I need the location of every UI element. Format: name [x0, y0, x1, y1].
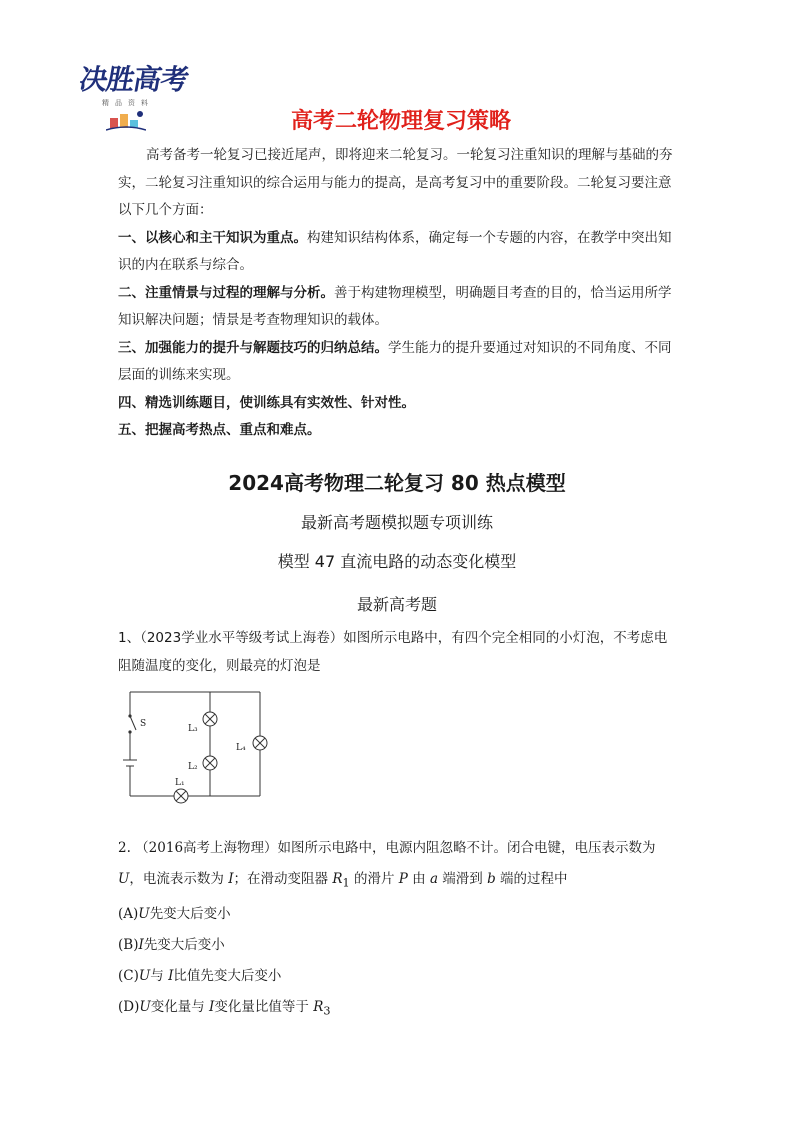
label-l4: L₄ — [236, 743, 246, 753]
main-title: 高考二轮物理复习策略 — [290, 109, 511, 134]
option-text: 比值先变大后变小 — [173, 967, 282, 984]
option-text: 变化量比值等于 — [214, 998, 314, 1015]
var-u: U — [118, 871, 130, 887]
text-seg: 端的过程中 — [495, 871, 568, 887]
option-label: (A) — [118, 905, 139, 922]
var-u: U — [138, 905, 150, 922]
section-title: 最新高考题 — [356, 595, 437, 614]
text-seg: ；在滑动变阻器 — [233, 871, 333, 887]
question-1-text: 1、（2023学业水平等级考试上海卷）如图所示电路中，有四个完全相同的小灯泡，不考虑电阻随温度的变化，则最亮的灯泡是 — [118, 630, 668, 674]
circuit-diagram — [118, 686, 278, 808]
label-l1: L₁ — [175, 778, 185, 788]
strategy-item-1-heading: 一、以核心和主干知识为重点。 — [118, 229, 307, 246]
intro-section — [118, 142, 678, 445]
subscript: 1 — [342, 876, 350, 890]
question-2-text-line-2 — [118, 864, 688, 899]
strategy-item-3 — [118, 335, 678, 390]
strategy-item-3-text: 学生能力的提升要通过对知识的不同角度、不同层面的训练来实现。 — [118, 339, 672, 383]
var-i: I — [168, 967, 174, 984]
text-seg: 的滑片 — [349, 871, 399, 887]
strategy-item-4-heading: 四、精选训练题目，使训练具有实效性、针对性。 — [118, 394, 415, 411]
strategy-item-3-heading: 三、加强能力的提升与解题技巧的归纳总结。 — [118, 339, 388, 356]
option-text: 变化量与 — [150, 998, 210, 1015]
var-u: U — [139, 998, 151, 1015]
series-heading: 2024高考物理二轮复习 80 热点模型 — [228, 471, 566, 495]
strategy-item-4 — [118, 390, 678, 418]
intro-paragraph: 高考备考一轮复习已接近尾声，即将迎来二轮复习。一轮复习注重知识的理解与基础的夯实，二轮复习注重知识的综合运用与能力的提高，是高考复习中的重要阶段。二轮复习要注意以下几个方面： — [118, 147, 673, 218]
strategy-item-1-text: 构建知识结构体系，确定每一个专题的内容，在教学中突出知识的内在联系与综合。 — [118, 229, 672, 273]
question-2 — [118, 833, 688, 1026]
strategy-item-5-heading: 五、把握高考热点、重点和难点。 — [118, 422, 321, 438]
var-i: I — [228, 871, 234, 887]
option-text: 先变大后变小 — [143, 936, 225, 953]
var-i: I — [138, 936, 144, 953]
subscript: 3 — [323, 1004, 331, 1018]
option-label: (C) — [118, 967, 139, 984]
logo-subtitle: 精品资料 — [102, 99, 154, 107]
logo-text: 决胜高考 — [76, 63, 191, 96]
var-p: P — [398, 871, 408, 887]
option-text: 与 — [150, 967, 169, 984]
series-subheading: 最新高考题模拟题专项训练 — [300, 513, 493, 532]
option-text: 先变大后变小 — [149, 905, 231, 922]
var-r: R — [313, 998, 324, 1015]
switch-s — [128, 714, 131, 733]
var-i: I — [209, 998, 215, 1015]
label-l3: L₃ — [188, 724, 198, 734]
question-1 — [118, 625, 678, 680]
label-l2: L₂ — [188, 762, 198, 772]
option-label: (B) — [118, 936, 139, 953]
strategy-item-5 — [118, 417, 678, 445]
option-d — [118, 992, 688, 1027]
option-label: (D) — [118, 998, 140, 1015]
var-b: b — [487, 871, 496, 887]
var-a: a — [429, 871, 439, 887]
text-seg: 端滑到 — [438, 871, 488, 887]
question-2-text-line-1: 2. （2016高考上海物理）如图所示电路中，电源内阻忽略不计。闭合电键，电压表示数为 — [118, 840, 656, 856]
text-seg: 由 — [407, 871, 430, 887]
model-title: 模型 47 直流电路的动态变化模型 — [277, 552, 517, 571]
strategy-item-1 — [118, 225, 678, 280]
var-u: U — [138, 967, 151, 984]
option-c — [118, 961, 688, 992]
var-r: R — [332, 871, 343, 887]
option-a — [118, 899, 688, 930]
strategy-item-2-text: 善于构建物理模型，明确题目考查的目的，恰当运用所学知识解决问题；情景是考查物理知识的载体。 — [118, 284, 672, 328]
strategy-item-2 — [118, 280, 678, 335]
strategy-item-2-heading: 二、注重情景与过程的理解与分析。 — [118, 284, 334, 301]
label-s: S — [140, 719, 147, 729]
option-b — [118, 930, 688, 961]
text-seg: ，电流表示数为 — [129, 871, 229, 887]
